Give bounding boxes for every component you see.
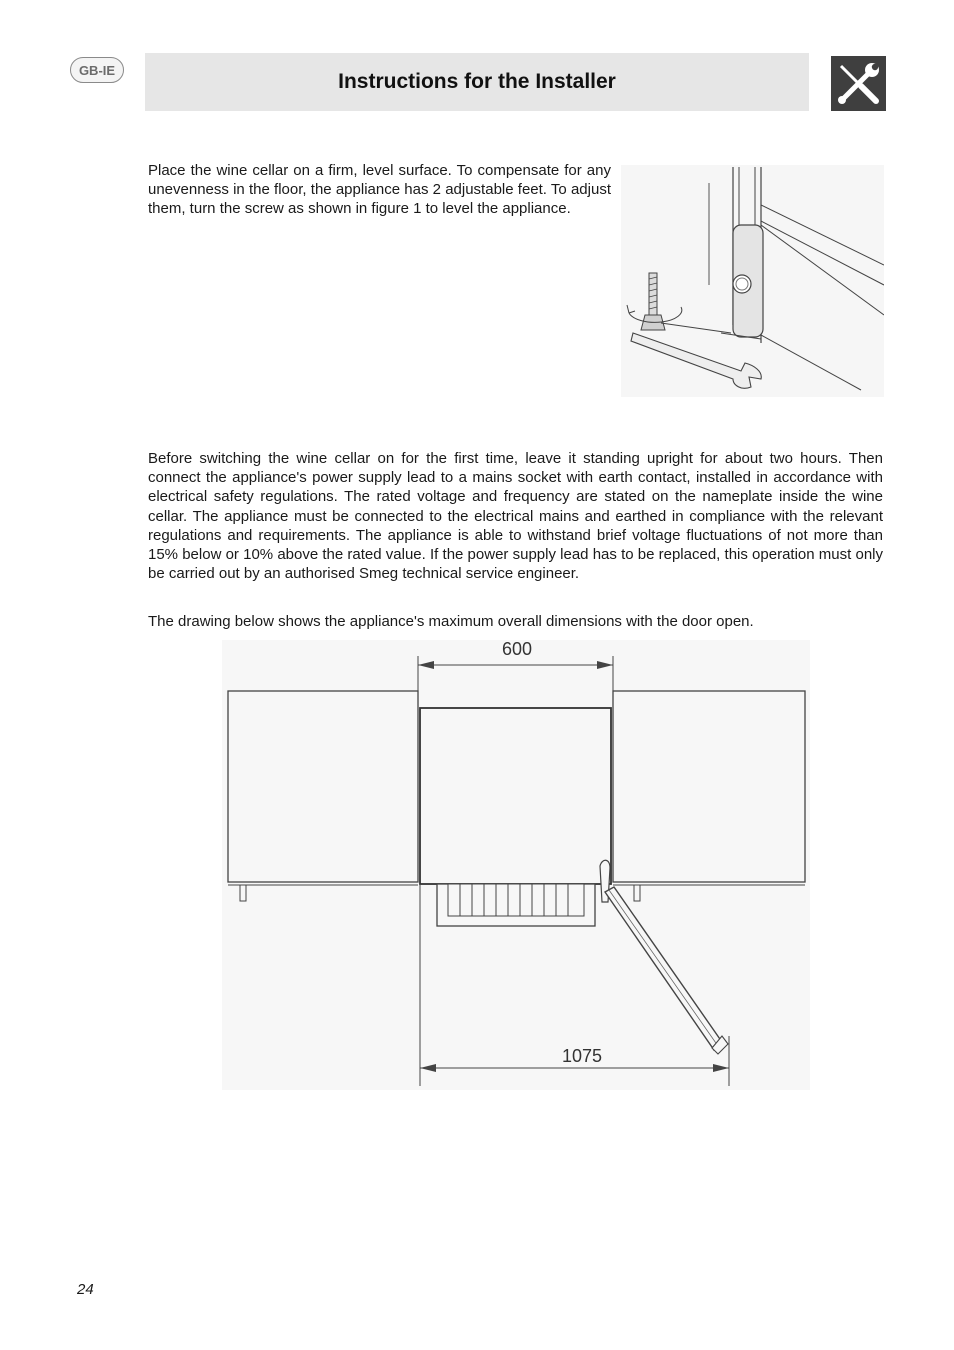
page-number: 24 (77, 1281, 94, 1298)
paragraph-dimensions-intro: The drawing below shows the appliance's maximum overall dimensions with the door open. (148, 613, 754, 630)
dimension-label-width: 600 (501, 640, 533, 659)
paragraph-electrical-connection: Before switching the wine cellar on for the first time, leave it standing upright for about two hours. Then connect the appliance's power supply lead to a mains socket with earth contact, installed in accordance with electrical safety regulations. The rated voltage and frequency are stated on the nameplate inside the wine cellar. The appliance must be connected to the electrical mains and earthed in compliance with the relevant regulations and requirements. The appliance is able to withstand brief voltage fluctuations of not more than 15% below or 10% above the rated value. If the power supply lead has to be replaced, this operation must only be carried out by an authorised Smeg technical service engineer. (148, 450, 883, 583)
language-badge: GB-IE (70, 57, 124, 83)
figure-dimensions-drawing (222, 640, 810, 1090)
tools-icon (831, 56, 886, 111)
page-title: Instructions for the Installer (338, 70, 616, 93)
paragraph-leveling: Place the wine cellar on a firm, level surface. To compensate for any unevenness in the floor, the appliance has 2 adjustable feet. To adjust them, turn the screw as shown in figure 1 to level the appliance. (148, 162, 611, 218)
header-bar (145, 53, 809, 111)
dimension-label-depth: 1075 (561, 1046, 603, 1066)
figure-adjustable-feet (621, 165, 884, 397)
